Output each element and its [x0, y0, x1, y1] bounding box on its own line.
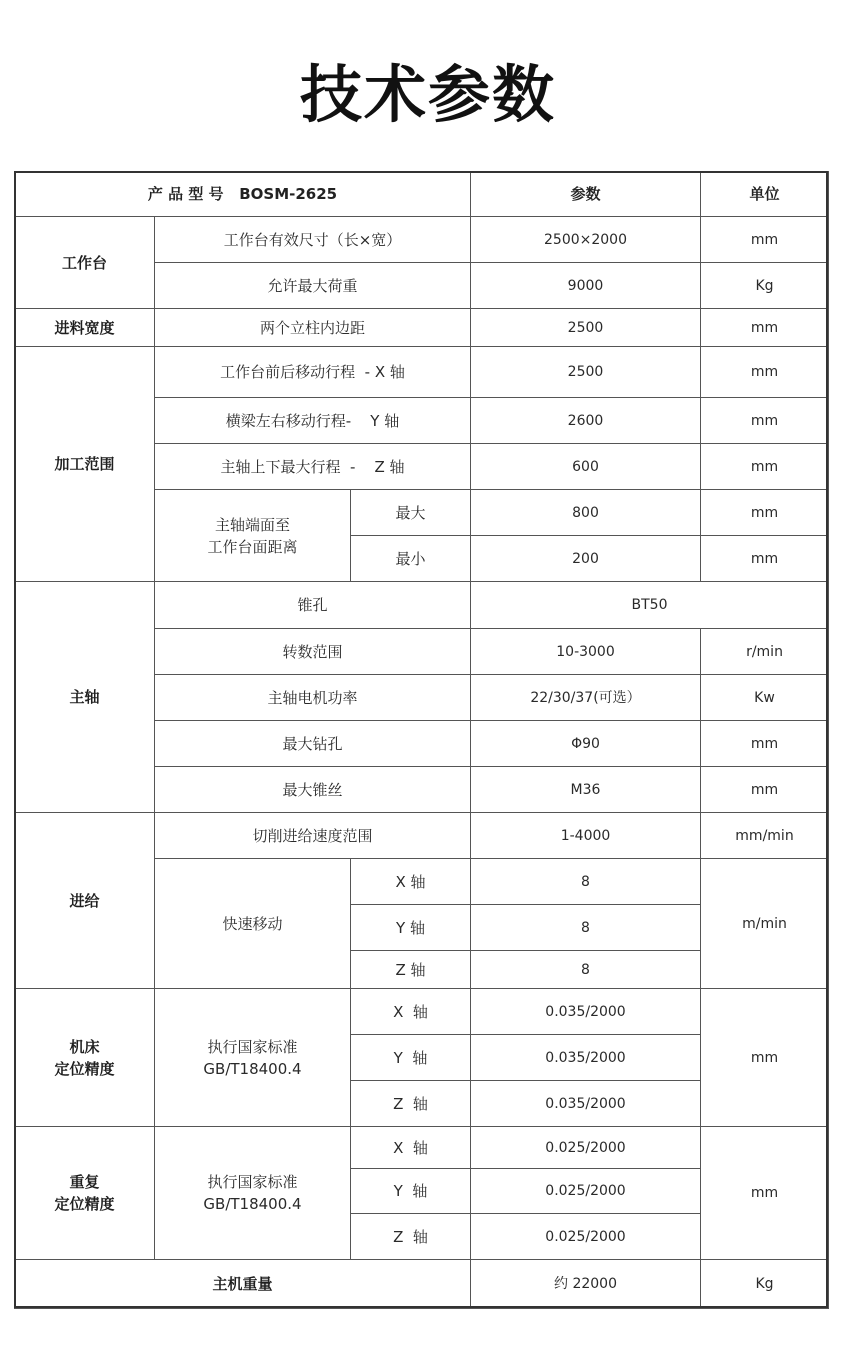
row-unit: mm: [701, 347, 829, 398]
row-value: 8: [471, 859, 701, 905]
table-outer-border: [14, 171, 828, 1308]
row-unit: mm/min: [701, 813, 829, 859]
row-value: 0.035/2000: [471, 1035, 701, 1081]
standard-line1: 执行国家标准: [207, 1037, 298, 1056]
row-unit: r/min: [701, 629, 829, 675]
row-label: 允许最大荷重: [155, 263, 471, 309]
header-param: 参数: [471, 172, 701, 217]
standard-line1: 执行国家标准: [207, 1173, 298, 1191]
row-value: Φ90: [471, 721, 701, 767]
category-spindle: 主轴: [15, 582, 155, 813]
row-label: 切削进给速度范围: [155, 813, 471, 859]
row-value: 8: [471, 905, 701, 951]
row-value: BT50: [471, 582, 829, 629]
row-value: 1-4000: [471, 813, 701, 859]
distance-label-line1: 主轴端面至: [214, 515, 290, 534]
category-feed-width: 进料宽度: [15, 309, 155, 347]
header-unit: 单位: [701, 172, 829, 217]
axis-label: Z 轴: [351, 1214, 471, 1260]
category-machining-range: 加工范围: [15, 347, 155, 582]
row-value: 9000: [471, 263, 701, 309]
row-label: 主轴上下最大行程 - Z 轴: [155, 444, 471, 490]
axis-label: Y 轴: [351, 1035, 471, 1081]
row-label: 主轴电机功率: [155, 675, 471, 721]
category-line2: 定位精度: [54, 1195, 115, 1213]
row-label: 两个立柱内边距: [155, 309, 471, 347]
row-unit: mm: [701, 217, 829, 263]
axis-label: Z 轴: [351, 951, 471, 989]
category-line1: 重复: [69, 1173, 100, 1191]
row-value: 2500×2000: [471, 217, 701, 263]
row-unit: mm: [701, 721, 829, 767]
axis-label: Y 轴: [351, 1169, 471, 1214]
row-label: 转数范围: [155, 629, 471, 675]
row-label: 最大锥丝: [155, 767, 471, 813]
row-label: 横梁左右移动行程- Y 轴: [155, 398, 471, 444]
distance-label-line2: 工作台面距离: [207, 537, 298, 556]
row-value: 0.035/2000: [471, 1081, 701, 1127]
row-unit: Kg: [701, 263, 829, 309]
row-value: 8: [471, 951, 701, 989]
axis-label: X 轴: [351, 989, 471, 1035]
row-unit: mm: [701, 309, 829, 347]
row-value: 2500: [471, 309, 701, 347]
row-value: 0.025/2000: [471, 1127, 701, 1169]
row-value: 10-3000: [471, 629, 701, 675]
row-unit: mm: [701, 444, 829, 490]
row-unit: mm: [701, 398, 829, 444]
row-value: 200: [471, 536, 701, 582]
axis-label: X 轴: [351, 859, 471, 905]
row-label: 锥孔: [155, 582, 471, 629]
category-feed: 进给: [15, 813, 155, 989]
row-value: 600: [471, 444, 701, 490]
row-unit: m/min: [701, 859, 829, 989]
row-unit: Kg: [701, 1260, 829, 1309]
category-line2: 定位精度: [54, 1059, 115, 1078]
row-value: 0.025/2000: [471, 1169, 701, 1214]
row-value: 0.025/2000: [471, 1214, 701, 1260]
row-label: 工作台有效尺寸（长×宽）: [155, 217, 471, 263]
row-value: 约 22000: [471, 1260, 701, 1309]
axis-label: Z 轴: [351, 1081, 471, 1127]
row-label: 快速移动: [155, 859, 351, 989]
standard-line2: GB/T18400.4: [203, 1195, 302, 1213]
standard-line2: GB/T18400.4: [203, 1059, 302, 1078]
row-label: 工作台前后移动行程 - X 轴: [155, 347, 471, 398]
axis-label: Y 轴: [351, 905, 471, 951]
row-label: 最大钻孔: [155, 721, 471, 767]
row-unit: Kw: [701, 675, 829, 721]
row-value: 2500: [471, 347, 701, 398]
row-sublabel: 最大: [351, 490, 471, 536]
row-label-weight: 主机重量: [15, 1260, 471, 1309]
row-unit: mm: [701, 490, 829, 536]
row-sublabel: 最小: [351, 536, 471, 582]
row-value: 0.035/2000: [471, 989, 701, 1035]
row-unit: mm: [701, 989, 829, 1127]
row-value: M36: [471, 767, 701, 813]
row-unit: mm: [701, 767, 829, 813]
row-unit: mm: [701, 1127, 829, 1260]
category-worktable: 工作台: [15, 217, 155, 309]
category-line1: 机床: [69, 1037, 100, 1056]
row-unit: mm: [701, 536, 829, 582]
row-value: 800: [471, 490, 701, 536]
axis-label: X 轴: [351, 1127, 471, 1169]
row-value: 2600: [471, 398, 701, 444]
row-value: 22/30/37(可选）: [471, 675, 701, 721]
page-title: 技术参数: [299, 58, 556, 131]
header-model: 产 品 型 号 BOSM-2625: [15, 172, 471, 217]
